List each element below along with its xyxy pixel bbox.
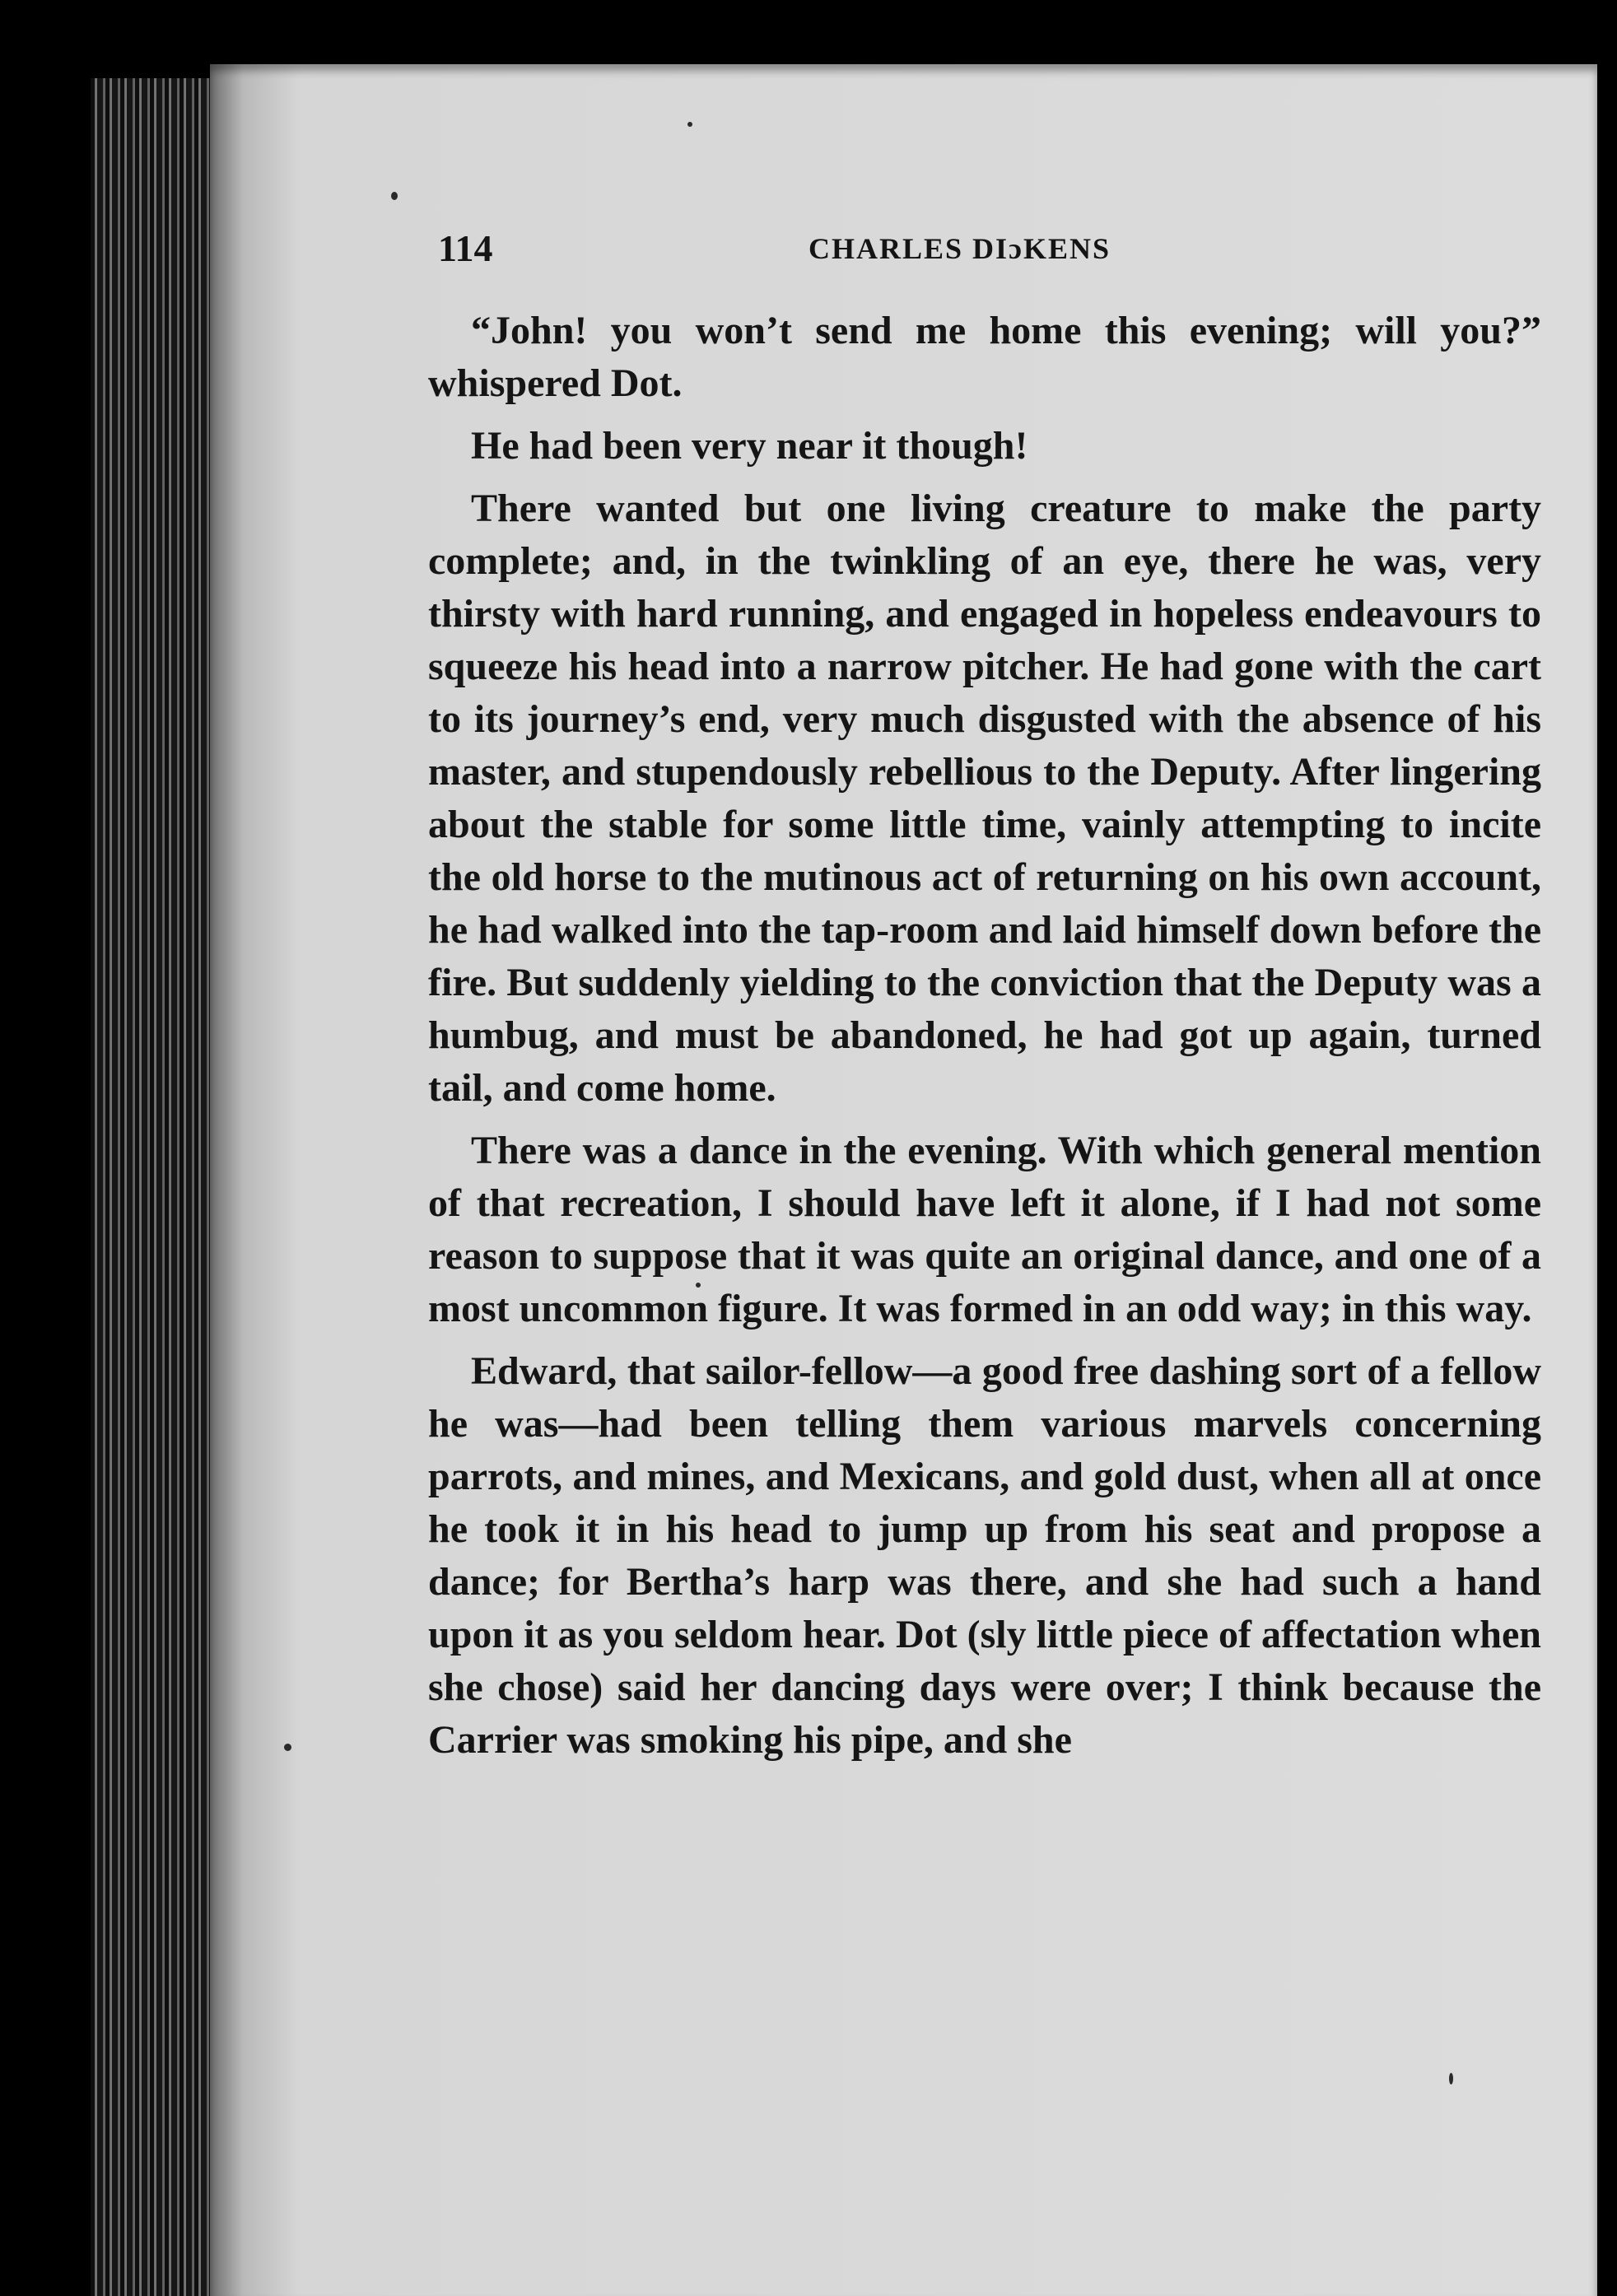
paragraph: There wanted but one living creature to make the party complete; and, in the twinkling of an eye, there he was, very thirsty with hard running, and engaged in hopeless endeavours to squeeze his head into a narrow pitcher. He had gone with the cart to its journey’s end, very much disgusted with the absence of his master, and stupendously rebellious to the Deputy. After lingering about the stable for some little time, vainly attempting to incite the old horse to the mutinous act of returning on his own account, he had walked into the tap-room and laid himself down before the fire. But suddenly yielding to the conviction that the Deputy was a humbug, and must be abandoned, he had got up again, turned tail, and come home.: [428, 487, 1541, 1110]
scan-speck: [1449, 2073, 1453, 2084]
running-head: CHARLES DIɔKENS: [808, 232, 1111, 265]
paragraph: There was a dance in the evening. With which general mention of that recreation, I should have left it alone, if I had not some reason to suppose that it was quite an original dance, and one of a most uncommon figure. It was formed in an odd way; in this way.: [428, 1129, 1541, 1330]
scan-speck: [687, 122, 692, 127]
paragraph: He had been very near it though!: [471, 424, 1028, 468]
page-header: [438, 226, 1537, 276]
scan-speck: [284, 1744, 291, 1751]
paragraph: “John! you won’t send me home this evening; will you?” whispered Dot.: [428, 309, 1541, 405]
scan-speck: [391, 192, 398, 200]
body-text: [428, 305, 1541, 1777]
page-number: 114: [438, 227, 493, 269]
paragraph: Edward, that sailor-fellow—a good free dashing sort of a fellow he was—had been telling them various marvels concerning parrots, and mines, and Mexicans, and gold dust, when all at once he took it in his head to jump up from his seat and propose a dance; for Bertha’s harp was there, and she had such a hand upon it as you seldom hear. Dot (sly little piece of affectation when she chose) said her dancing days were over; I think because the Carrier was smoking his pipe, and she: [428, 1349, 1541, 1762]
